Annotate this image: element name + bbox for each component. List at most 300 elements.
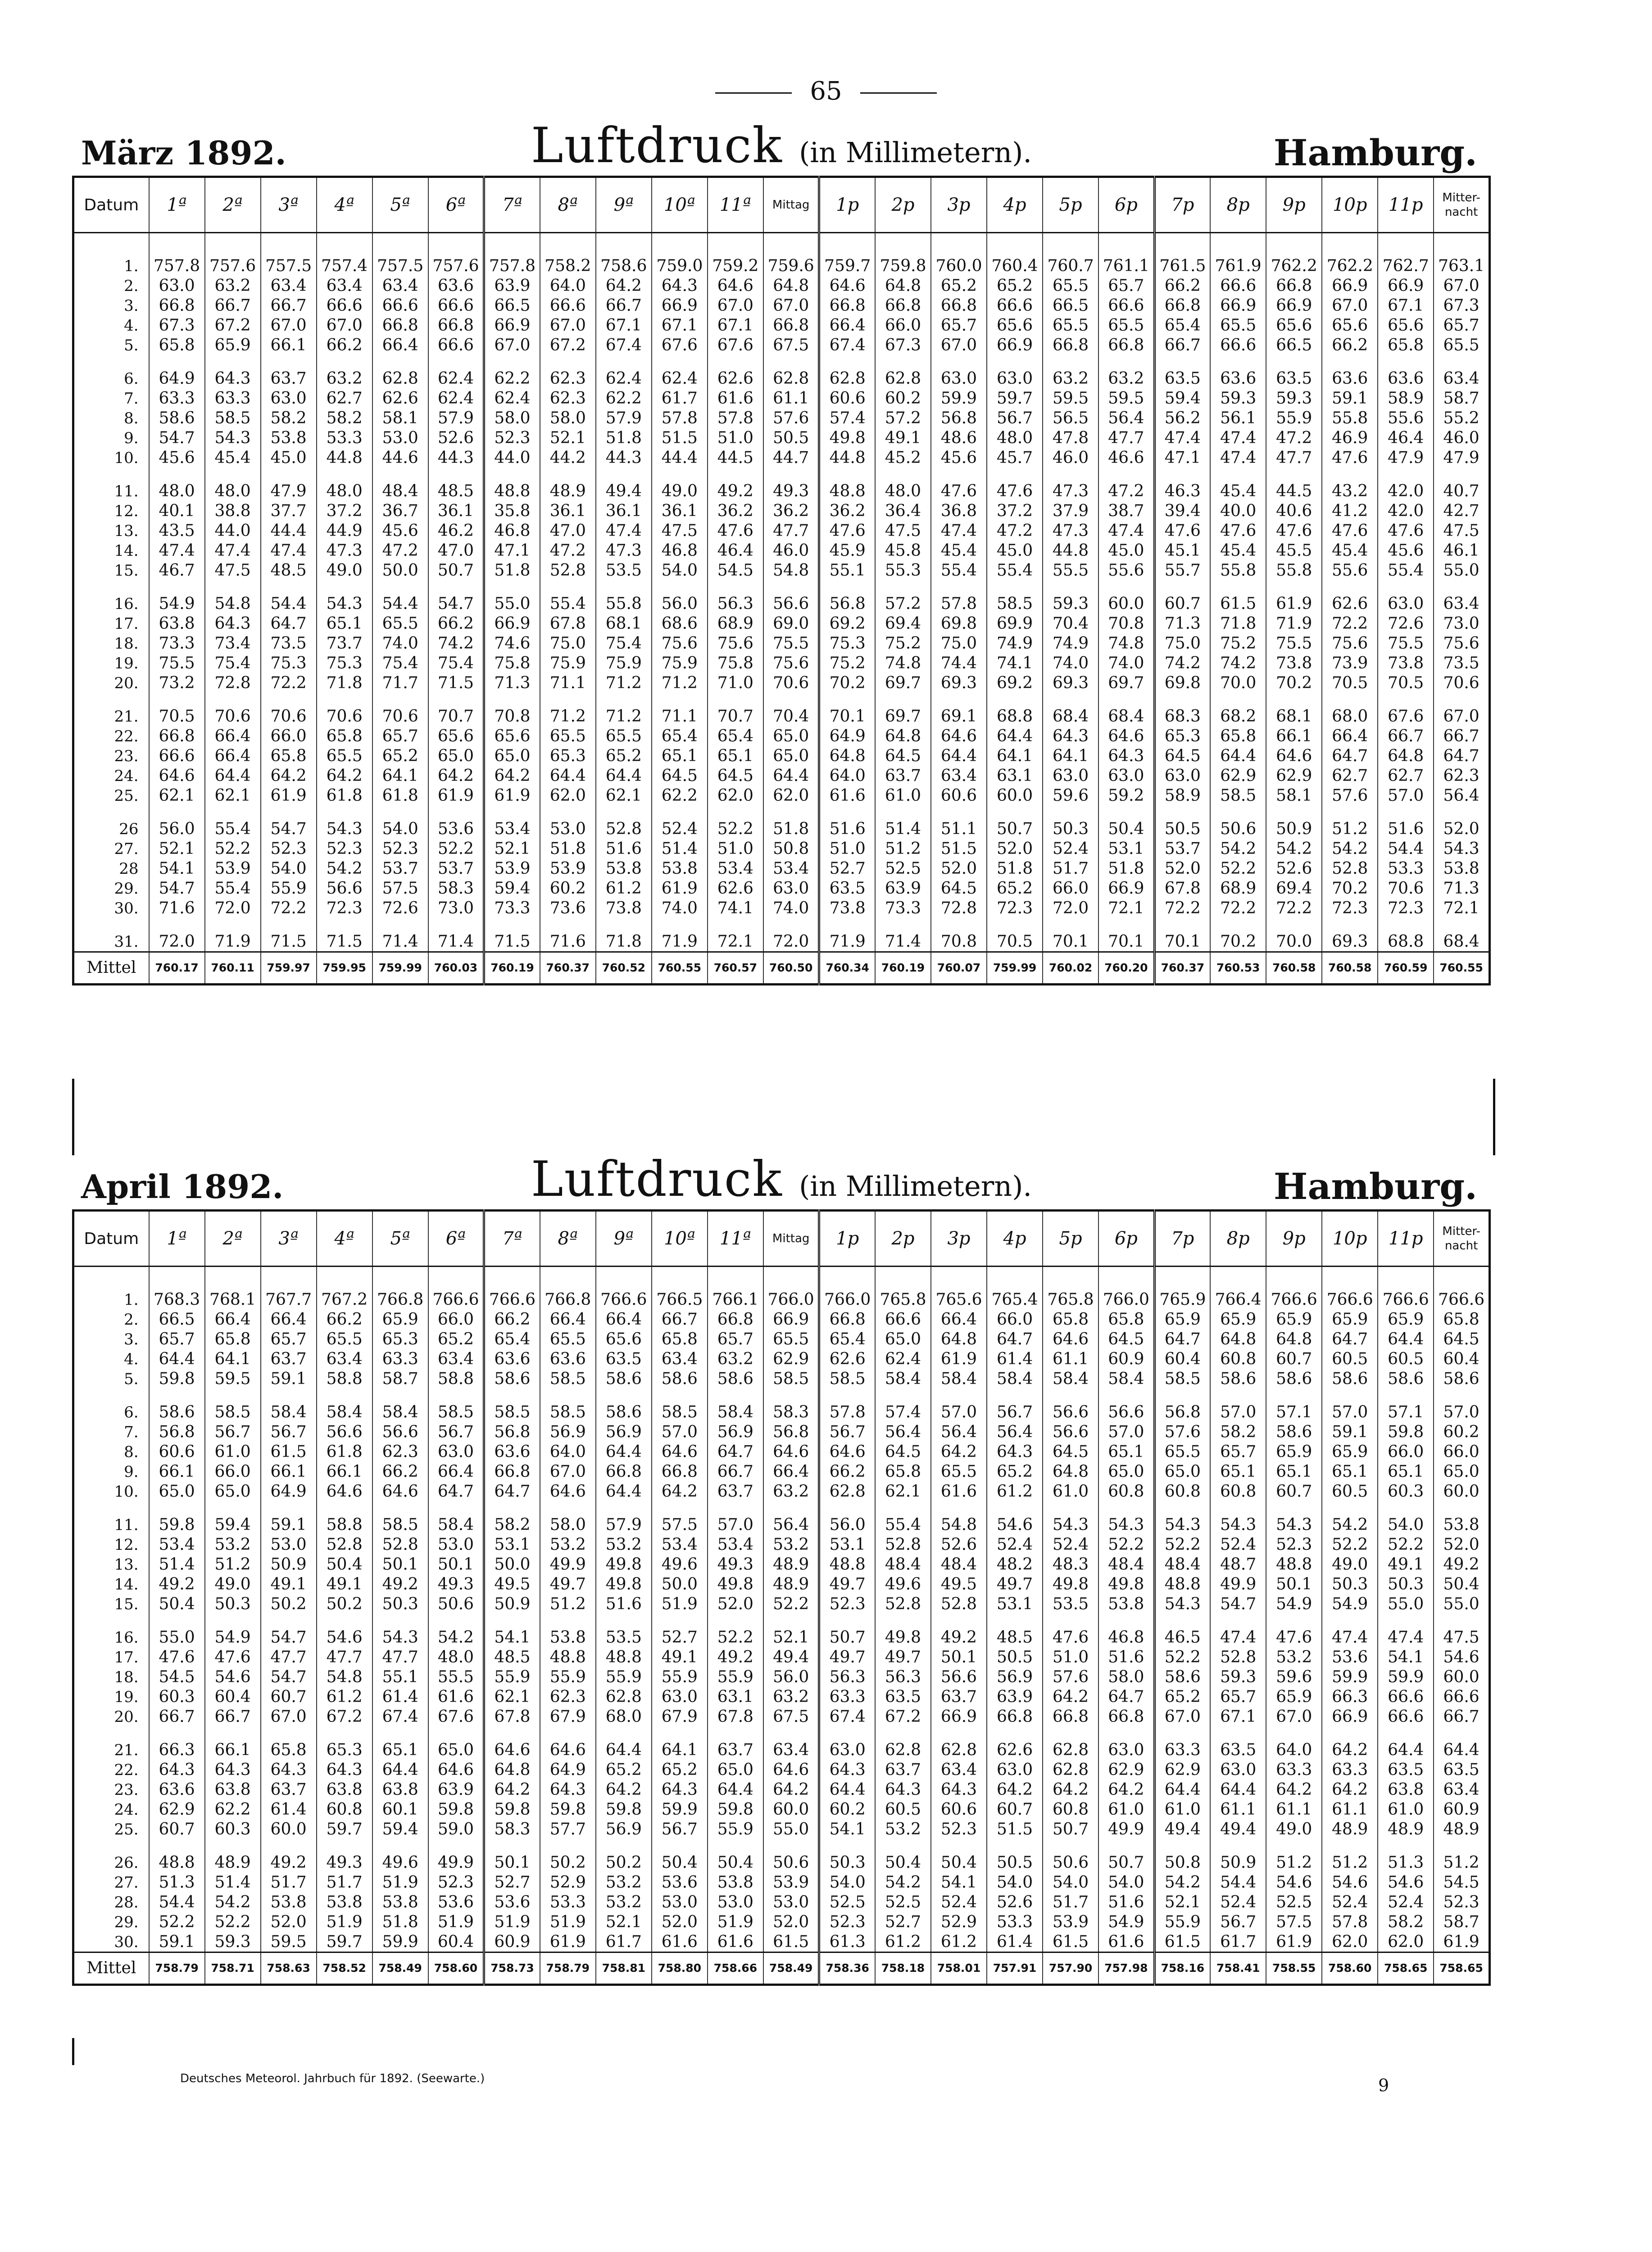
value-cell: 74.0 bbox=[372, 633, 428, 653]
value-cell: 47.0 bbox=[540, 521, 596, 540]
value-cell: 61.6 bbox=[708, 388, 763, 408]
value-cell: 60.2 bbox=[540, 878, 596, 898]
value-cell: 58.4 bbox=[708, 1402, 763, 1422]
value-cell: 761.1 bbox=[1098, 256, 1154, 276]
value-cell: 64.2 bbox=[1043, 1687, 1098, 1707]
value-cell: 66.1 bbox=[205, 1740, 261, 1760]
value-cell: 64.3 bbox=[149, 1760, 205, 1780]
value-cell: 64.4 bbox=[596, 1442, 652, 1462]
value-cell: 67.0 bbox=[708, 295, 763, 315]
value-cell: 70.5 bbox=[149, 706, 205, 726]
value-cell: 58.5 bbox=[652, 1402, 708, 1422]
value-cell: 69.3 bbox=[1043, 673, 1098, 706]
value-cell: 61.1 bbox=[763, 388, 819, 408]
day-cell: 30. bbox=[73, 1932, 149, 1952]
value-cell: 64.2 bbox=[596, 276, 652, 295]
value-cell: 759.8 bbox=[875, 256, 931, 276]
value-cell: 56.7 bbox=[1210, 1912, 1266, 1932]
value-cell: 55.4 bbox=[205, 878, 261, 898]
value-cell: 54.7 bbox=[261, 1627, 317, 1647]
value-cell: 47.7 bbox=[763, 521, 819, 540]
value-cell: 60.2 bbox=[875, 388, 931, 408]
value-cell: 762.2 bbox=[1266, 256, 1322, 276]
value-cell: 75.5 bbox=[763, 633, 819, 653]
value-cell: 59.1 bbox=[1322, 388, 1378, 408]
value-cell: 50.4 bbox=[875, 1852, 931, 1872]
day-cell: 16. bbox=[73, 1627, 149, 1647]
value-cell: 63.6 bbox=[149, 1780, 205, 1799]
value-cell: 65.7 bbox=[708, 1329, 763, 1349]
day-cell: 23. bbox=[73, 1780, 149, 1799]
value-cell: 36.2 bbox=[819, 501, 875, 521]
value-cell: 52.2 bbox=[1098, 1535, 1154, 1554]
value-cell: 60.9 bbox=[1434, 1799, 1489, 1819]
value-cell: 52.3 bbox=[428, 1872, 484, 1892]
value-cell: 59.9 bbox=[372, 1932, 428, 1952]
value-cell: 52.7 bbox=[484, 1872, 540, 1892]
value-cell: 71.4 bbox=[428, 931, 484, 952]
value-cell: 63.2 bbox=[763, 1481, 819, 1515]
value-cell: 63.3 bbox=[1154, 1740, 1210, 1760]
value-cell: 44.9 bbox=[317, 521, 372, 540]
table-row bbox=[73, 1402, 1490, 1422]
value-cell: 58.4 bbox=[1043, 1369, 1098, 1402]
value-cell: 59.5 bbox=[261, 1932, 317, 1952]
day-cell: 29. bbox=[73, 878, 149, 898]
value-cell: 63.0 bbox=[1154, 766, 1210, 785]
value-cell: 52.0 bbox=[708, 1594, 763, 1627]
value-cell: 57.2 bbox=[875, 408, 931, 428]
value-cell: 45.0 bbox=[261, 448, 317, 481]
spacer-cell bbox=[1322, 233, 1378, 256]
value-cell: 52.2 bbox=[1210, 858, 1266, 878]
value-cell: 71.7 bbox=[372, 673, 428, 706]
value-cell: 65.4 bbox=[1154, 315, 1210, 335]
value-cell: 64.8 bbox=[763, 276, 819, 295]
value-cell: 55.9 bbox=[540, 1667, 596, 1687]
value-cell: 67.6 bbox=[428, 1707, 484, 1740]
hour-header: 10p bbox=[1322, 177, 1378, 233]
value-cell: 54.7 bbox=[428, 594, 484, 613]
value-cell: 49.1 bbox=[652, 1647, 708, 1667]
spacer-cell bbox=[763, 233, 819, 256]
value-cell: 71.9 bbox=[652, 931, 708, 952]
value-cell: 52.8 bbox=[1210, 1647, 1266, 1667]
value-cell: 62.7 bbox=[1378, 766, 1434, 785]
value-cell: 63.0 bbox=[652, 1687, 708, 1707]
table-row bbox=[73, 1799, 1490, 1819]
value-cell: 57.2 bbox=[875, 594, 931, 613]
value-cell: 50.3 bbox=[1378, 1574, 1434, 1594]
value-cell: 75.9 bbox=[652, 653, 708, 673]
value-cell: 67.9 bbox=[540, 1707, 596, 1740]
value-cell: 55.4 bbox=[1378, 560, 1434, 594]
value-cell: 50.4 bbox=[317, 1554, 372, 1574]
value-cell: 64.7 bbox=[484, 1481, 540, 1515]
value-cell: 65.5 bbox=[1434, 335, 1489, 368]
value-cell: 59.9 bbox=[1378, 1667, 1434, 1687]
value-cell: 64.5 bbox=[1434, 1329, 1489, 1349]
value-cell: 73.8 bbox=[1378, 653, 1434, 673]
table-row bbox=[73, 1481, 1490, 1515]
value-cell: 51.5 bbox=[987, 1819, 1043, 1852]
value-cell: 69.9 bbox=[987, 613, 1043, 633]
mean-cell: 757.91 bbox=[987, 1952, 1043, 1985]
value-cell: 64.4 bbox=[1210, 1780, 1266, 1799]
table-row bbox=[73, 1627, 1490, 1647]
value-cell: 68.8 bbox=[1378, 931, 1434, 952]
value-cell: 757.6 bbox=[205, 256, 261, 276]
value-cell: 60.8 bbox=[317, 1799, 372, 1819]
value-cell: 54.3 bbox=[372, 1627, 428, 1647]
hour-header: 10ª bbox=[652, 1211, 708, 1267]
value-cell: 45.4 bbox=[1210, 481, 1266, 501]
day-cell: 21. bbox=[73, 706, 149, 726]
value-cell: 60.7 bbox=[987, 1799, 1043, 1819]
value-cell: 65.6 bbox=[987, 315, 1043, 335]
hour-header: 4p bbox=[987, 177, 1043, 233]
value-cell: 45.6 bbox=[149, 448, 205, 481]
value-cell: 58.0 bbox=[1098, 1667, 1154, 1687]
value-cell: 73.8 bbox=[596, 898, 652, 931]
value-cell: 53.0 bbox=[652, 1892, 708, 1912]
value-cell: 49.5 bbox=[484, 1574, 540, 1594]
table-row bbox=[73, 594, 1490, 613]
value-cell: 47.5 bbox=[1434, 1627, 1489, 1647]
value-cell: 758.2 bbox=[540, 256, 596, 276]
hour-header: Mittag bbox=[763, 177, 819, 233]
value-cell: 53.3 bbox=[1378, 858, 1434, 878]
value-cell: 64.3 bbox=[317, 1760, 372, 1780]
value-cell: 69.4 bbox=[1266, 878, 1322, 898]
value-cell: 63.0 bbox=[819, 1740, 875, 1760]
value-cell: 53.7 bbox=[428, 858, 484, 878]
value-cell: 44.5 bbox=[1266, 481, 1322, 501]
value-cell: 39.4 bbox=[1154, 501, 1210, 521]
value-cell: 58.4 bbox=[931, 1369, 987, 1402]
value-cell: 55.4 bbox=[540, 594, 596, 613]
hour-header: 11p bbox=[1378, 1211, 1434, 1267]
value-cell: 59.8 bbox=[428, 1799, 484, 1819]
value-cell: 66.9 bbox=[931, 1707, 987, 1740]
value-cell: 65.2 bbox=[931, 276, 987, 295]
day-cell: 12. bbox=[73, 501, 149, 521]
value-cell: 56.9 bbox=[596, 1819, 652, 1852]
day-cell: 25. bbox=[73, 785, 149, 819]
value-cell: 766.6 bbox=[1322, 1289, 1378, 1309]
value-cell: 60.0 bbox=[261, 1819, 317, 1852]
value-cell: 56.8 bbox=[484, 1422, 540, 1442]
value-cell: 50.2 bbox=[540, 1852, 596, 1872]
day-cell: 2. bbox=[73, 276, 149, 295]
value-cell: 47.5 bbox=[205, 560, 261, 594]
value-cell: 45.1 bbox=[1154, 540, 1210, 560]
value-cell: 58.5 bbox=[540, 1369, 596, 1402]
value-cell: 63.2 bbox=[317, 368, 372, 388]
value-cell: 59.4 bbox=[372, 1819, 428, 1852]
value-cell: 35.8 bbox=[484, 501, 540, 521]
value-cell: 63.3 bbox=[149, 388, 205, 408]
value-cell: 72.8 bbox=[205, 673, 261, 706]
value-cell: 57.5 bbox=[1266, 1912, 1322, 1932]
day-cell: 16. bbox=[73, 594, 149, 613]
value-cell: 74.9 bbox=[1043, 633, 1098, 653]
value-cell: 54.3 bbox=[1043, 1515, 1098, 1535]
value-cell: 75.8 bbox=[484, 653, 540, 673]
value-cell: 60.0 bbox=[1434, 1481, 1489, 1515]
value-cell: 64.7 bbox=[1098, 1687, 1154, 1707]
value-cell: 766.6 bbox=[1266, 1289, 1322, 1309]
value-cell: 58.6 bbox=[1434, 1369, 1489, 1402]
value-cell: 37.7 bbox=[261, 501, 317, 521]
value-cell: 64.6 bbox=[652, 1442, 708, 1462]
value-cell: 53.4 bbox=[763, 858, 819, 878]
value-cell: 70.6 bbox=[763, 673, 819, 706]
value-cell: 53.0 bbox=[763, 1892, 819, 1912]
value-cell: 51.9 bbox=[317, 1912, 372, 1932]
value-cell: 44.2 bbox=[540, 448, 596, 481]
spacer-cell bbox=[73, 233, 149, 256]
value-cell: 64.6 bbox=[1043, 1329, 1098, 1349]
table-row bbox=[73, 276, 1490, 295]
value-cell: 65.2 bbox=[987, 878, 1043, 898]
value-cell: 47.6 bbox=[1322, 448, 1378, 481]
value-cell: 46.8 bbox=[652, 540, 708, 560]
value-cell: 57.0 bbox=[1434, 1402, 1489, 1422]
value-cell: 46.9 bbox=[1322, 428, 1378, 448]
value-cell: 52.5 bbox=[1266, 1892, 1322, 1912]
value-cell: 66.0 bbox=[205, 1462, 261, 1481]
value-cell: 65.0 bbox=[763, 726, 819, 746]
hour-header: 11p bbox=[1378, 177, 1434, 233]
value-cell: 64.8 bbox=[1378, 746, 1434, 766]
value-cell: 68.1 bbox=[1266, 706, 1322, 726]
value-cell: 70.5 bbox=[1322, 673, 1378, 706]
value-cell: 55.8 bbox=[1266, 560, 1322, 594]
value-cell: 63.5 bbox=[1210, 1740, 1266, 1760]
value-cell: 63.4 bbox=[317, 1349, 372, 1369]
value-cell: 44.5 bbox=[708, 448, 763, 481]
value-cell: 58.1 bbox=[372, 408, 428, 428]
value-cell: 53.2 bbox=[205, 1535, 261, 1554]
value-cell: 61.8 bbox=[317, 1442, 372, 1462]
value-cell: 40.1 bbox=[149, 501, 205, 521]
value-cell: 64.1 bbox=[205, 1349, 261, 1369]
value-cell: 763.1 bbox=[1434, 256, 1489, 276]
day-cell: 13. bbox=[73, 1554, 149, 1574]
value-cell: 50.5 bbox=[987, 1647, 1043, 1667]
value-cell: 75.5 bbox=[1266, 633, 1322, 653]
value-cell: 74.9 bbox=[987, 633, 1043, 653]
value-cell: 48.9 bbox=[1378, 1819, 1434, 1852]
value-cell: 70.2 bbox=[1210, 931, 1266, 952]
value-cell: 49.8 bbox=[1043, 1574, 1098, 1594]
value-cell: 48.8 bbox=[819, 481, 875, 501]
value-cell: 57.1 bbox=[1378, 1402, 1434, 1422]
value-cell: 58.6 bbox=[1378, 1369, 1434, 1402]
value-cell: 70.7 bbox=[708, 706, 763, 726]
mean-cell: 759.97 bbox=[261, 952, 317, 985]
value-cell: 66.8 bbox=[819, 1309, 875, 1329]
value-cell: 51.8 bbox=[484, 560, 540, 594]
value-cell: 61.9 bbox=[428, 785, 484, 819]
value-cell: 53.9 bbox=[540, 858, 596, 878]
table-row bbox=[73, 858, 1490, 878]
value-cell: 68.1 bbox=[596, 613, 652, 633]
value-cell: 61.2 bbox=[317, 1687, 372, 1707]
value-cell: 64.6 bbox=[819, 1442, 875, 1462]
value-cell: 64.3 bbox=[205, 613, 261, 633]
value-cell: 55.9 bbox=[596, 1667, 652, 1687]
value-cell: 36.1 bbox=[652, 501, 708, 521]
value-cell: 73.2 bbox=[149, 673, 205, 706]
value-cell: 66.4 bbox=[261, 1309, 317, 1329]
march-table-header bbox=[72, 118, 1491, 176]
value-cell: 48.5 bbox=[987, 1627, 1043, 1647]
value-cell: 72.2 bbox=[261, 673, 317, 706]
value-cell: 64.3 bbox=[205, 368, 261, 388]
value-cell: 54.7 bbox=[149, 428, 205, 448]
value-cell: 71.8 bbox=[1210, 613, 1266, 633]
value-cell: 65.9 bbox=[372, 1309, 428, 1329]
value-cell: 54.4 bbox=[372, 594, 428, 613]
value-cell: 49.8 bbox=[596, 1574, 652, 1594]
value-cell: 54.2 bbox=[1154, 1872, 1210, 1892]
spacer-row bbox=[73, 1267, 1490, 1290]
value-cell: 56.9 bbox=[540, 1422, 596, 1442]
value-cell: 65.5 bbox=[1043, 276, 1098, 295]
value-cell: 58.2 bbox=[261, 408, 317, 428]
value-cell: 64.4 bbox=[1378, 1329, 1434, 1349]
value-cell: 72.0 bbox=[1043, 898, 1098, 931]
value-cell: 60.5 bbox=[1378, 1349, 1434, 1369]
value-cell: 61.7 bbox=[1210, 1932, 1266, 1952]
value-cell: 58.9 bbox=[1154, 785, 1210, 819]
value-cell: 70.4 bbox=[1043, 613, 1098, 633]
value-cell: 67.0 bbox=[484, 335, 540, 368]
value-cell: 52.3 bbox=[931, 1819, 987, 1852]
value-cell: 63.0 bbox=[1210, 1760, 1266, 1780]
value-cell: 45.4 bbox=[1322, 540, 1378, 560]
header-row bbox=[73, 177, 1490, 233]
value-cell: 63.1 bbox=[987, 766, 1043, 785]
value-cell: 49.7 bbox=[987, 1574, 1043, 1594]
value-cell: 55.6 bbox=[1098, 560, 1154, 594]
value-cell: 56.0 bbox=[652, 594, 708, 613]
value-cell: 67.0 bbox=[261, 1707, 317, 1740]
value-cell: 759.0 bbox=[652, 256, 708, 276]
value-cell: 40.7 bbox=[1434, 481, 1489, 501]
value-cell: 64.5 bbox=[652, 766, 708, 785]
value-cell: 63.0 bbox=[261, 388, 317, 408]
value-cell: 49.8 bbox=[819, 428, 875, 448]
value-cell: 54.2 bbox=[1322, 1515, 1378, 1535]
value-cell: 58.6 bbox=[1322, 1369, 1378, 1402]
value-cell: 75.0 bbox=[1154, 633, 1210, 653]
value-cell: 56.6 bbox=[372, 1422, 428, 1442]
value-cell: 58.6 bbox=[1266, 1369, 1322, 1402]
value-cell: 70.8 bbox=[1098, 613, 1154, 633]
value-cell: 64.6 bbox=[428, 1760, 484, 1780]
value-cell: 62.1 bbox=[596, 785, 652, 819]
value-cell: 64.2 bbox=[1098, 1780, 1154, 1799]
value-cell: 75.3 bbox=[261, 653, 317, 673]
hour-header: 3ª bbox=[261, 1211, 317, 1267]
value-cell: 64.6 bbox=[484, 1740, 540, 1760]
value-cell: 70.1 bbox=[819, 706, 875, 726]
value-cell: 65.6 bbox=[484, 726, 540, 746]
value-cell: 48.0 bbox=[875, 481, 931, 501]
value-cell: 60.4 bbox=[205, 1687, 261, 1707]
value-cell: 51.4 bbox=[875, 819, 931, 839]
value-cell: 64.4 bbox=[596, 1481, 652, 1515]
value-cell: 51.9 bbox=[484, 1912, 540, 1932]
value-cell: 54.2 bbox=[1266, 839, 1322, 858]
value-cell: 73.3 bbox=[484, 898, 540, 931]
value-cell: 50.3 bbox=[205, 1594, 261, 1627]
value-cell: 36.1 bbox=[540, 501, 596, 521]
value-cell: 65.8 bbox=[1434, 1309, 1489, 1329]
mean-cell: 760.37 bbox=[1154, 952, 1210, 985]
value-cell: 37.2 bbox=[987, 501, 1043, 521]
hour-header: 2ª bbox=[205, 177, 261, 233]
value-cell: 63.2 bbox=[763, 1687, 819, 1707]
value-cell: 53.8 bbox=[708, 1872, 763, 1892]
value-cell: 36.1 bbox=[428, 501, 484, 521]
value-cell: 62.1 bbox=[875, 1481, 931, 1515]
value-cell: 72.8 bbox=[931, 898, 987, 931]
value-cell: 54.2 bbox=[428, 1627, 484, 1647]
value-cell: 44.0 bbox=[205, 521, 261, 540]
value-cell: 47.6 bbox=[1378, 521, 1434, 540]
value-cell: 54.1 bbox=[149, 858, 205, 878]
value-cell: 66.2 bbox=[1154, 276, 1210, 295]
value-cell: 61.0 bbox=[1378, 1799, 1434, 1819]
march-pressure-table bbox=[72, 176, 1491, 985]
value-cell: 72.2 bbox=[1210, 898, 1266, 931]
value-cell: 44.3 bbox=[428, 448, 484, 481]
value-cell: 36.2 bbox=[708, 501, 763, 521]
value-cell: 62.8 bbox=[875, 1740, 931, 1760]
value-cell: 66.6 bbox=[1378, 1687, 1434, 1707]
value-cell: 51.8 bbox=[596, 428, 652, 448]
value-cell: 63.0 bbox=[931, 368, 987, 388]
mean-cell: 760.53 bbox=[1210, 952, 1266, 985]
value-cell: 63.8 bbox=[372, 1780, 428, 1799]
value-cell: 67.0 bbox=[540, 1462, 596, 1481]
value-cell: 54.0 bbox=[372, 819, 428, 839]
value-cell: 50.1 bbox=[931, 1647, 987, 1667]
value-cell: 54.6 bbox=[317, 1627, 372, 1647]
value-cell: 64.3 bbox=[1098, 746, 1154, 766]
value-cell: 70.0 bbox=[1210, 673, 1266, 706]
value-cell: 61.5 bbox=[763, 1932, 819, 1952]
value-cell: 67.5 bbox=[763, 1707, 819, 1740]
value-cell: 49.3 bbox=[428, 1574, 484, 1594]
value-cell: 64.1 bbox=[987, 746, 1043, 766]
table-row bbox=[73, 521, 1490, 540]
mean-cell: 759.99 bbox=[372, 952, 428, 985]
mean-cell: 760.34 bbox=[819, 952, 875, 985]
value-cell: 64.7 bbox=[428, 1481, 484, 1515]
value-cell: 61.2 bbox=[596, 878, 652, 898]
value-cell: 63.6 bbox=[540, 1349, 596, 1369]
value-cell: 46.6 bbox=[1098, 448, 1154, 481]
value-cell: 46.0 bbox=[1043, 448, 1098, 481]
mean-cell: 758.79 bbox=[540, 1952, 596, 1985]
value-cell: 58.8 bbox=[317, 1369, 372, 1402]
value-cell: 51.9 bbox=[652, 1594, 708, 1627]
